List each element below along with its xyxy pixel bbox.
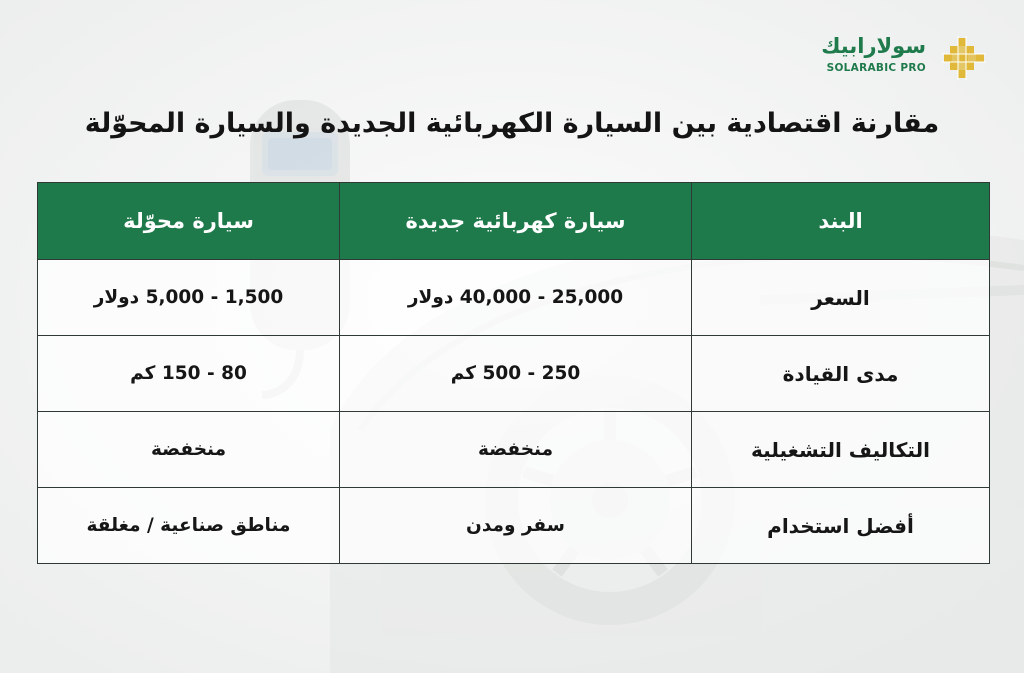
cell-converted: 1,500 - 5,000 دولار [38, 260, 340, 336]
table-row-operating-costs [38, 412, 990, 488]
cell-converted: مناطق صناعية / مغلقة [38, 488, 340, 564]
cell-converted: 80 - 150 كم [38, 336, 340, 412]
logo-arabic-text: سولارابيك [821, 34, 926, 58]
header-converted-car: سيارة محوّلة [38, 183, 340, 260]
header-new-ev: سيارة كهربائية جديدة [340, 183, 692, 260]
cell-new-ev: 250 - 500 كم [340, 336, 692, 412]
row-label: السعر [692, 260, 990, 336]
row-label: مدى القيادة [692, 336, 990, 412]
header-item: البند [692, 183, 990, 260]
logo-english-text: SOLARABIC PRO [826, 62, 926, 74]
cell-new-ev: 25,000 - 40,000 دولار [340, 260, 692, 336]
table-header-row [38, 183, 990, 260]
comparison-table [37, 182, 990, 564]
solar-panel-icon [942, 36, 986, 80]
row-label: أفضل استخدام [692, 488, 990, 564]
table-row-range [38, 336, 990, 412]
brand-logo [821, 34, 986, 80]
cell-new-ev: منخفضة [340, 412, 692, 488]
cell-new-ev: سفر ومدن [340, 488, 692, 564]
table-row-best-use [38, 488, 990, 564]
table-row-price [38, 260, 990, 336]
cell-converted: منخفضة [38, 412, 340, 488]
page-title: مقارنة اقتصادية بين السيارة الكهربائية الجديدة والسيارة المحوّلة [84, 108, 940, 139]
row-label: التكاليف التشغيلية [692, 412, 990, 488]
